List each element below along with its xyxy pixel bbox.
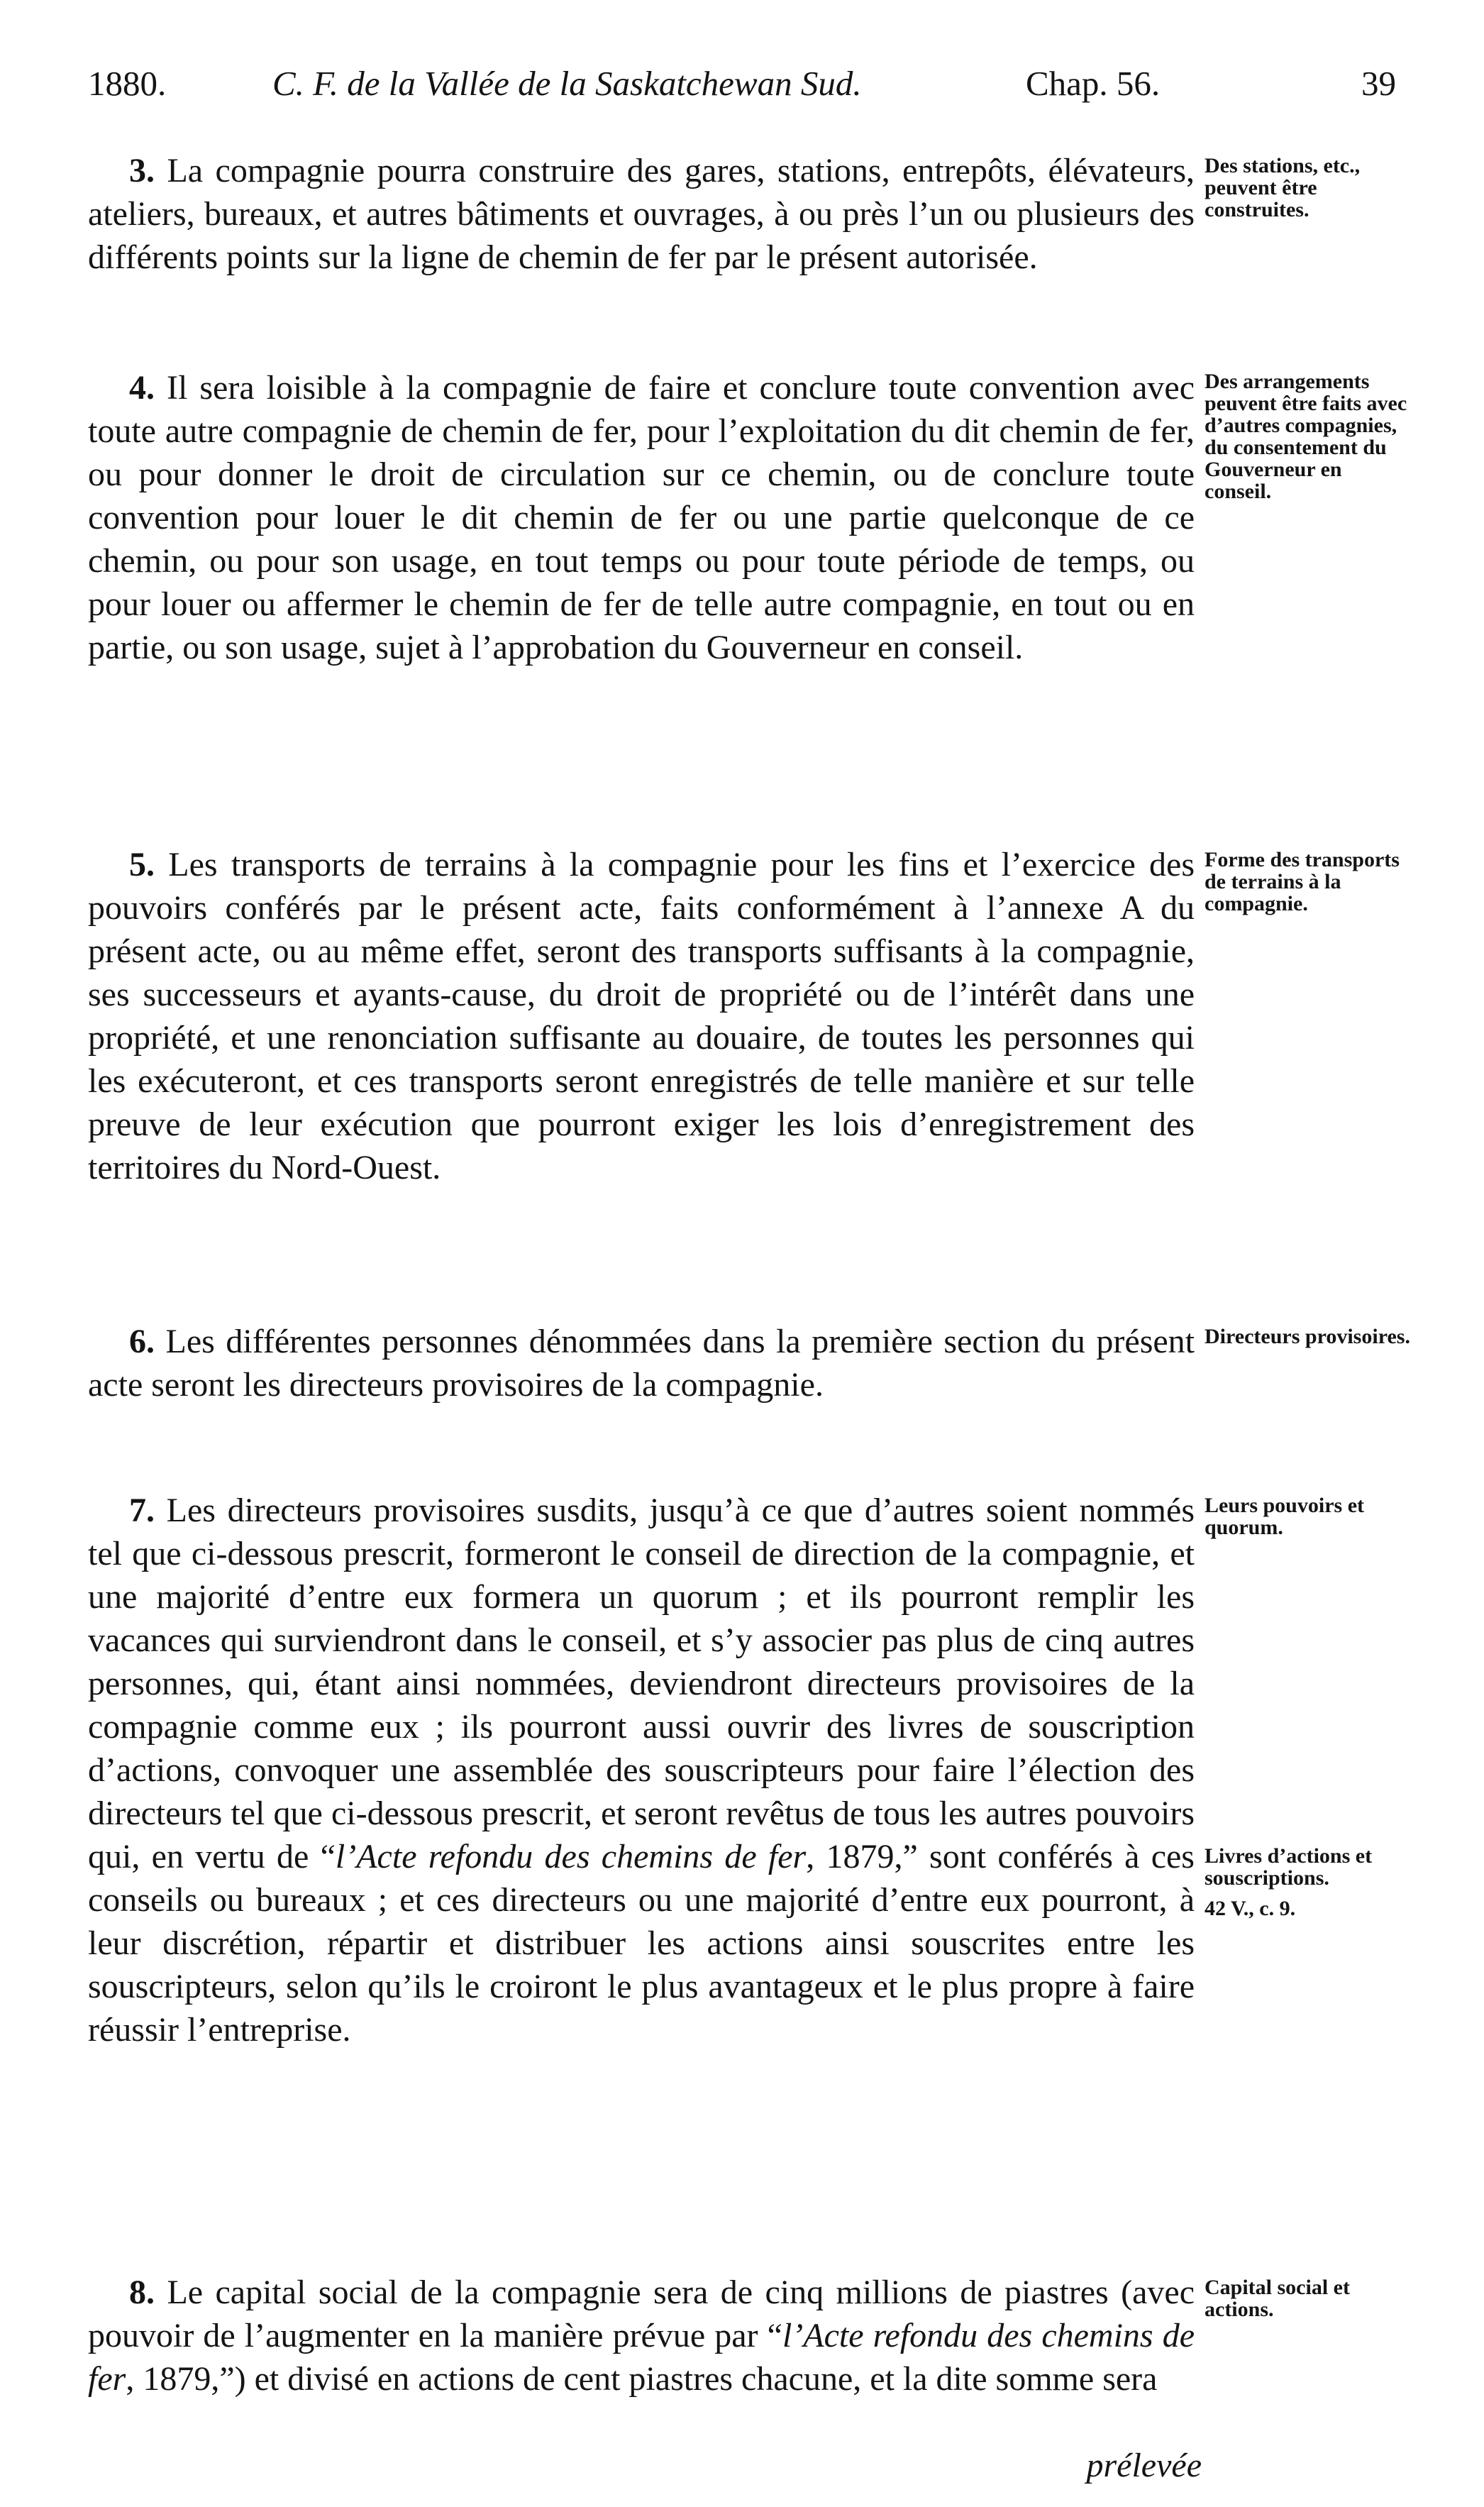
header-chapter: Chap. 56. (1026, 64, 1161, 103)
section-7 (88, 1489, 1195, 2051)
catchword: prélevée (1086, 2447, 1202, 2484)
margin-note-8: Capital social et actions. (1205, 2276, 1350, 2321)
section-3-text: 3. La compagnie pourra construire des gares, stations, entrepôts, élévateurs, ateliers, bureaux, et autres bâtiments et ouvrages, à ou près l’un ou plusieurs des différents points sur la ligne de chemin de fer par le présent autorisée. (88, 152, 1195, 276)
section-6 (88, 1320, 1195, 1406)
act-title-italic: l’Acte refondu des chemins de fer (335, 1838, 807, 1875)
section-5 (88, 843, 1195, 1189)
margin-note-7-books: Livres d’actions et souscriptions. 42 V., c. 9. (1205, 1845, 1410, 1919)
running-header (88, 55, 1396, 112)
section-3 (88, 149, 1195, 279)
section-8-text: 8. Le capital social de la compagnie sera de cinq millions de piastres (avec pouvoir de l’augmenter en la manière prévue par “l’Acte refondu des chemins de fer, 1879,”) et divisé en actions de cent piastres chacune, et la dite somme sera (88, 2274, 1195, 2398)
section-5-number: 5. (129, 846, 155, 883)
section-6-text: 6. Les différentes personnes dénommées dans la première section du présent acte seront les directeurs provisoires de la compagnie. (88, 1323, 1195, 1404)
section-8-number: 8. (129, 2274, 155, 2311)
margin-note-6: Directeurs provisoires. (1205, 1325, 1410, 1348)
header-year: 1880. (88, 64, 167, 103)
margin-note-3: Des stations, etc., peuvent être construites. (1205, 154, 1361, 221)
section-3-number: 3. (129, 152, 155, 189)
section-7-number: 7. (129, 1492, 155, 1529)
section-4-text: 4. Il sera loisible à la compagnie de faire et conclure toute convention avec toute autre compagnie de chemin de fer, pour l’exploitation du dit chemin de fer, ou pour donner le droit de circulation sur ce chemin, ou de conclure toute convention pour louer le dit chemin de fer ou une partie quelconque de ce chemin, ou pour son usage, en tout temps ou pour toute période de temps, ou pour louer ou affermer le chemin de fer de telle autre compagnie, en tout ou en partie, ou son usage, sujet à l’approbation du Gouverneur en conseil. (88, 369, 1195, 666)
section-5-text: 5. Les transports de terrains à la compagnie pour les fins et l’exercice des pouvoirs conférés par le présent acte, faits conformément à l’annexe A du présent acte, ou au même effet, seront des transports suffisants à la compagnie, ses successeurs et ayants-cause, du droit de propriété ou de l’intérêt dans une propriété, et une renonciation suffisante au douaire, de toutes les personnes qui les exécuteront, et ces transports seront enregistrés de telle manière et sur telle preuve de leur exécution que pourront exiger les lois d’enregistrement des territoires du Nord-Ouest. (88, 846, 1195, 1186)
header-title: C. F. de la Vallée de la Saskatchewan Sud. (272, 64, 862, 103)
margin-note-4: Des arrangements peuvent être faits avec d’autres compagnies, du consentement du Gouverneur en conseil. (1205, 370, 1407, 503)
margin-note-7: Leurs pouvoirs et quorum. (1205, 1494, 1364, 1539)
section-4 (88, 366, 1195, 669)
act-title-italic-2: l’Acte refondu des chemins de fer (88, 2317, 1195, 2398)
section-6-number: 6. (129, 1323, 155, 1360)
margin-note-5: Forme des transports de terrains à la compagnie. (1205, 848, 1400, 915)
page-number: 39 (1361, 64, 1396, 103)
section-8 (88, 2271, 1195, 2401)
section-4-number: 4. (129, 369, 155, 407)
margin-note-statute-ref: 42 V., c. 9. (1205, 1897, 1296, 1920)
section-7-text: 7. Les directeurs provisoires susdits, jusqu’à ce que d’autres soient nommés tel que ci-dessous prescrit, formeront le conseil de direction de la compagnie, et une majorité d’entre eux formera un quorum ; et ils pourront remplir les vacances qui surviendront dans le conseil, et s’y associer pas plus de cinq autres personnes, qui, étant ainsi nommées, deviendront directeurs provisoires de la compagnie comme eux ; ils pourront aussi ouvrir des livres de souscription d’actions, convoquer une assemblée des souscripteurs pour faire l’élection des directeurs tel que ci-dessous prescrit, et seront revêtus de tous les autres pouvoirs qui, en vertu de “l’Acte refondu des chemins de fer, 1879,” sont conférés à ces conseils ou bureaux ; et ces directeurs ou une majorité d’entre eux pourront, à leur discrétion, répartir et distribuer les actions ainsi souscrites entre les souscripteurs, selon qu’ils le croiront le plus avantageux et le plus propre à faire réussir l’entreprise. (88, 1492, 1195, 2049)
